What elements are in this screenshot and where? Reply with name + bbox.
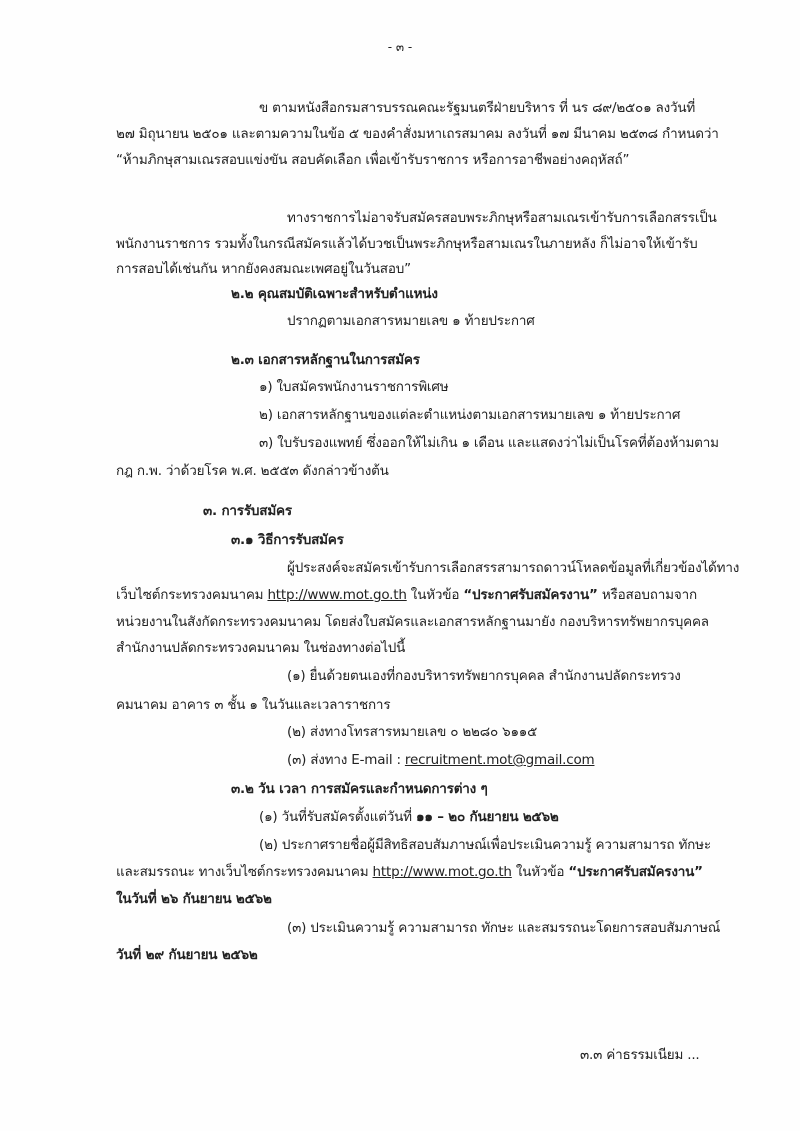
section-3-1-para-line-4: สำนักงานปลัดกระทรวงคมนาคม ในช่องทางต่อไปนี้ xyxy=(116,640,406,656)
monk-line-1: ทางราชการไม่อาจรับสมัครสอบพระภิกษุหรือสามเณรเข้ารับการเลือกสรรเป็น xyxy=(287,210,717,226)
para-line-2-post: หรือสอบถามจาก xyxy=(597,587,697,603)
section-3-1-para-line-2 xyxy=(116,585,697,607)
section-3-2-item-2-line-2 xyxy=(116,862,703,884)
section-3-2-item-3-line-2: วันที่ ๒๙ กันยายน ๒๕๖๒ xyxy=(116,947,258,963)
channel-1-line-2: คมนาคม อาคาร ๓ ชั้น ๑ ในวันและเวลาราชการ xyxy=(116,697,391,713)
para-line-2-pre: เว็บไซต์กระทรวงคมนาคม xyxy=(116,587,268,603)
section-3-1-para-line-1: ผู้ประสงค์จะสมัครเข้ารับการเลือกสรรสามารถดาวน์โหลดข้อมูลที่เกี่ยวข้องได้ทาง xyxy=(287,560,740,576)
section-2-3-heading: ๒.๓ เอกสารหลักฐานในการสมัคร xyxy=(231,352,420,368)
section-2-3-item-2: ๒) เอกสารหลักฐานของแต่ละตำแหน่งตามเอกสารหมายเลข ๑ ท้ายประกาศ xyxy=(259,407,681,423)
channel-3-pre: (๓) ส่งทาง E-mail : xyxy=(287,752,405,768)
recruitment-email-link[interactable]: recruitment.mot@gmail.com xyxy=(404,752,595,768)
section-3-2-item-2-line-3: ในวันที่ ๒๖ กันยายน ๒๕๖๒ xyxy=(116,891,272,907)
channel-1-line-1: (๑) ยื่นด้วยตนเองที่กองบริหารทรัพยากรบุคคล สำนักงานปลัดกระทรวง xyxy=(287,668,681,684)
mot-website-link[interactable]: http://www.mot.go.th xyxy=(267,587,407,603)
monk-line-2: พนักงานราชการ รวมทั้งในกรณีสมัครแล้วได้บวชเป็นพระภิกษุหรือสามเณรในภายหลัง ก็ไม่อาจให้เข้ารับ xyxy=(116,236,698,252)
section-3-1-para-line-3: หน่วยงานในสังกัดกระทรวงคมนาคม โดยส่งใบสมัครและเอกสารหลักฐานมายัง กองบริหารทรัพยากรบุคคล xyxy=(116,614,709,630)
section-3-2-heading: ๓.๒ วัน เวลา การสมัครและกำหนดการต่าง ๆ xyxy=(231,781,488,797)
section-2-2-heading: ๒.๒ คุณสมบัติเฉพาะสำหรับตำแหน่ง xyxy=(231,286,438,302)
kho-line-2: ๒๗ มิถุนายน ๒๕๐๑ และตามความในข้อ ๕ ของคำสั่งมหาเถรสมาคม ลงวันที่ ๑๗ มีนาคม ๒๕๓๘ กำหนดว่า xyxy=(116,126,719,142)
section-2-2-body: ปรากฏตามเอกสารหมายเลข ๑ ท้ายประกาศ xyxy=(287,313,535,329)
monk-line-3: การสอบได้เช่นกัน หากยังคงสมณะเพศอยู่ในวันสอบ” xyxy=(116,261,411,277)
item-2-line-2-topic: “ประกาศรับสมัครงาน” xyxy=(568,864,703,880)
channel-3 xyxy=(287,750,594,772)
page-number: - ๓ - xyxy=(387,40,413,54)
section-2-3-item-3: ๓) ใบรับรองแพทย์ ซึ่งออกให้ไม่เกิน ๑ เดือน และแสดงว่าไม่เป็นโรคที่ต้องห้ามตาม xyxy=(259,435,719,451)
section-2-3-item-1: ๑) ใบสมัครพนักงานราชการพิเศษ xyxy=(259,379,449,395)
next-page-continuation: ๓.๓ ค่าธรรมเนียม ... xyxy=(580,1047,700,1063)
application-period: ๑๑ – ๒๐ กันยายน ๒๕๖๒ xyxy=(415,809,559,825)
para-line-2-topic: “ประกาศรับสมัครงาน” xyxy=(463,587,598,603)
kho-line-1: ข ตามหนังสือกรมสารบรรณคณะรัฐมนตรีฝ่ายบริหาร ที่ นร ๘๙/๒๕๐๑ ลงวันที่ xyxy=(259,100,696,116)
section-3-2-item-1 xyxy=(259,807,559,829)
kho-line-3: “ห้ามภิกษุสามเณรสอบแข่งขัน สอบคัดเลือก เพื่อเข้ารับราชการ หรือการอาชีพอย่างคฤหัสถ์” xyxy=(116,152,630,168)
item-2-line-2-mid: ในหัวข้อ xyxy=(511,864,569,880)
section-3-2-item-3-line-1: (๓) ประเมินความรู้ ความสามารถ ทักษะ และสมรรถนะโดยการสอบสัมภาษณ์ xyxy=(287,920,721,936)
item-1-pre: (๑) วันที่รับสมัครตั้งแต่วันที่ xyxy=(259,809,416,825)
channel-2: (๒) ส่งทางโทรสารหมายเลข ๐ ๒๒๘๐ ๖๑๑๕ xyxy=(287,724,538,740)
para-line-2-mid: ในหัวข้อ xyxy=(406,587,464,603)
mot-website-link-2[interactable]: http://www.mot.go.th xyxy=(372,864,512,880)
section-3-1-heading: ๓.๑ วิธีการรับสมัคร xyxy=(231,532,344,548)
item-2-line-2-pre: และสมรรถนะ ทางเว็บไซต์กระทรวงคมนาคม xyxy=(116,864,373,880)
section-3-2-item-2-line-1: (๒) ประกาศรายชื่อผู้มีสิทธิสอบสัมภาษณ์เพื่อประเมินความรู้ ความสามารถ ทักษะ xyxy=(259,837,711,853)
section-2-3-item-3-cont: กฎ ก.พ. ว่าด้วยโรค พ.ศ. ๒๕๕๓ ดังกล่าวข้างต้น xyxy=(116,463,389,479)
section-3-heading: ๓. การรับสมัคร xyxy=(203,503,292,519)
